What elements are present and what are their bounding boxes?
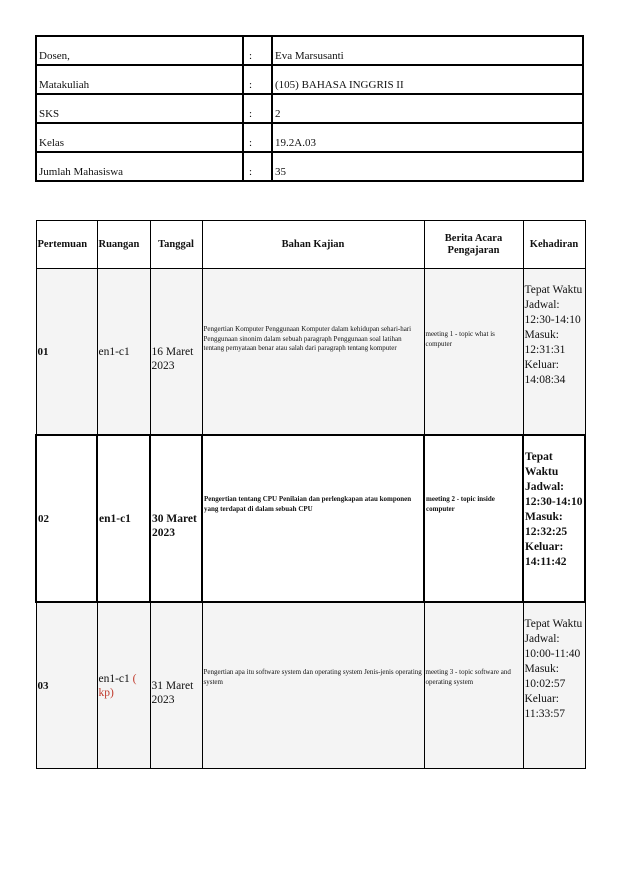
date xyxy=(150,269,202,436)
report xyxy=(424,435,523,602)
info-value: 35 xyxy=(272,152,583,181)
report xyxy=(424,269,523,436)
info-row-sks xyxy=(36,94,583,123)
header-tanggal: Tanggal xyxy=(150,221,202,269)
info-value: 19.2A.03 xyxy=(272,123,583,152)
date-text: 16 Maret 2023 xyxy=(151,345,194,372)
room-code: en1-c1 xyxy=(99,512,131,525)
info-label: SKS xyxy=(36,94,243,123)
header-berita-acara: Berita Acara Pengajaran xyxy=(424,221,523,269)
date xyxy=(150,435,202,602)
info-separator: : xyxy=(243,123,272,152)
info-value: Eva Marsusanti xyxy=(272,36,583,65)
report xyxy=(424,602,523,769)
attendance-keluar: Keluar: 14:08:34 xyxy=(524,359,566,386)
room xyxy=(97,269,150,436)
attendance-jadwal: Jadwal: 12:30-14:10 xyxy=(524,299,581,326)
room-code: en1-c1 xyxy=(98,672,130,685)
header-kehadiran: Kehadiran xyxy=(523,221,585,269)
table-row xyxy=(36,602,585,769)
schedule-header-row xyxy=(36,221,585,269)
info-row-kelas xyxy=(36,123,583,152)
attendance xyxy=(523,435,585,602)
info-row-matakuliah xyxy=(36,65,583,94)
attendance xyxy=(523,602,585,769)
topic xyxy=(202,269,424,436)
table-row xyxy=(36,435,585,602)
attendance xyxy=(523,269,585,436)
date-text: 30 Maret 2023 xyxy=(152,512,197,539)
info-label: Jumlah Mahasiswa xyxy=(36,152,243,181)
topic-text: Pengertian apa itu software system dan operating system Jenis-jenis operating system xyxy=(203,668,422,686)
attendance-jadwal: Jadwal: 12:30-14:10 xyxy=(525,481,583,508)
table-row xyxy=(36,269,585,436)
date xyxy=(150,602,202,769)
meeting-number: 03 xyxy=(36,602,97,769)
topic xyxy=(202,602,424,769)
attendance-keluar: Keluar: 11:33:57 xyxy=(524,693,565,720)
date-text: 31 Maret 2023 xyxy=(151,679,194,706)
report-text: meeting 2 - topic inside computer xyxy=(426,495,495,513)
attendance-masuk: Masuk: 12:31:31 xyxy=(524,329,566,356)
attendance-status: Tepat Waktu xyxy=(524,284,583,296)
info-separator: : xyxy=(243,94,272,123)
attendance-status: Tepat Waktu xyxy=(524,618,583,630)
info-row-jumlah-mahasiswa xyxy=(36,152,583,181)
attendance-status: Tepat Waktu xyxy=(525,451,559,478)
attendance-masuk: Masuk: 10:02:57 xyxy=(524,663,566,690)
meeting-number: 01 xyxy=(36,269,97,436)
meeting-number: 02 xyxy=(36,435,97,602)
room-kp-flag: ( kp) xyxy=(98,672,137,699)
schedule-table xyxy=(35,220,586,769)
info-separator: : xyxy=(243,152,272,181)
topic-text: Pengertian tentang CPU Penilaian dan perlengkapan atau komponen yang terdapat di dalam sebuah CPU xyxy=(204,495,412,513)
report-text: meeting 1 - topic what is computer xyxy=(425,330,495,348)
attendance-masuk: Masuk: 12:32:25 xyxy=(525,511,568,538)
room xyxy=(97,435,150,602)
header-bahan-kajian: Bahan Kajian xyxy=(202,221,424,269)
info-value: (105) BAHASA INGGRIS II xyxy=(272,65,583,94)
course-info-table xyxy=(35,35,584,182)
header-ruangan: Ruangan xyxy=(97,221,150,269)
header-pertemuan: Pertemuan xyxy=(36,221,97,269)
info-label: Dosen, xyxy=(36,36,243,65)
info-separator: : xyxy=(243,36,272,65)
report-text: meeting 3 - topic software and operating system xyxy=(425,668,511,686)
attendance-keluar: Keluar: 14:11:42 xyxy=(525,541,567,568)
info-label: Matakuliah xyxy=(36,65,243,94)
info-label: Kelas xyxy=(36,123,243,152)
attendance-jadwal: Jadwal: 10:00-11:40 xyxy=(524,633,581,660)
info-row-dosen xyxy=(36,36,583,65)
topic xyxy=(202,435,424,602)
room-code: en1-c1 xyxy=(98,345,130,358)
info-separator: : xyxy=(243,65,272,94)
room xyxy=(97,602,150,769)
info-value: 2 xyxy=(272,94,583,123)
topic-text: Pengertian Komputer Penggunaan Komputer dalam kehidupan sehari-hari Penggunaan sinonim dalam sebuah paragraph Penggunaan soal latihan tentang pernyataan benar atau salah dari paragraph tentang komputer xyxy=(203,325,412,353)
